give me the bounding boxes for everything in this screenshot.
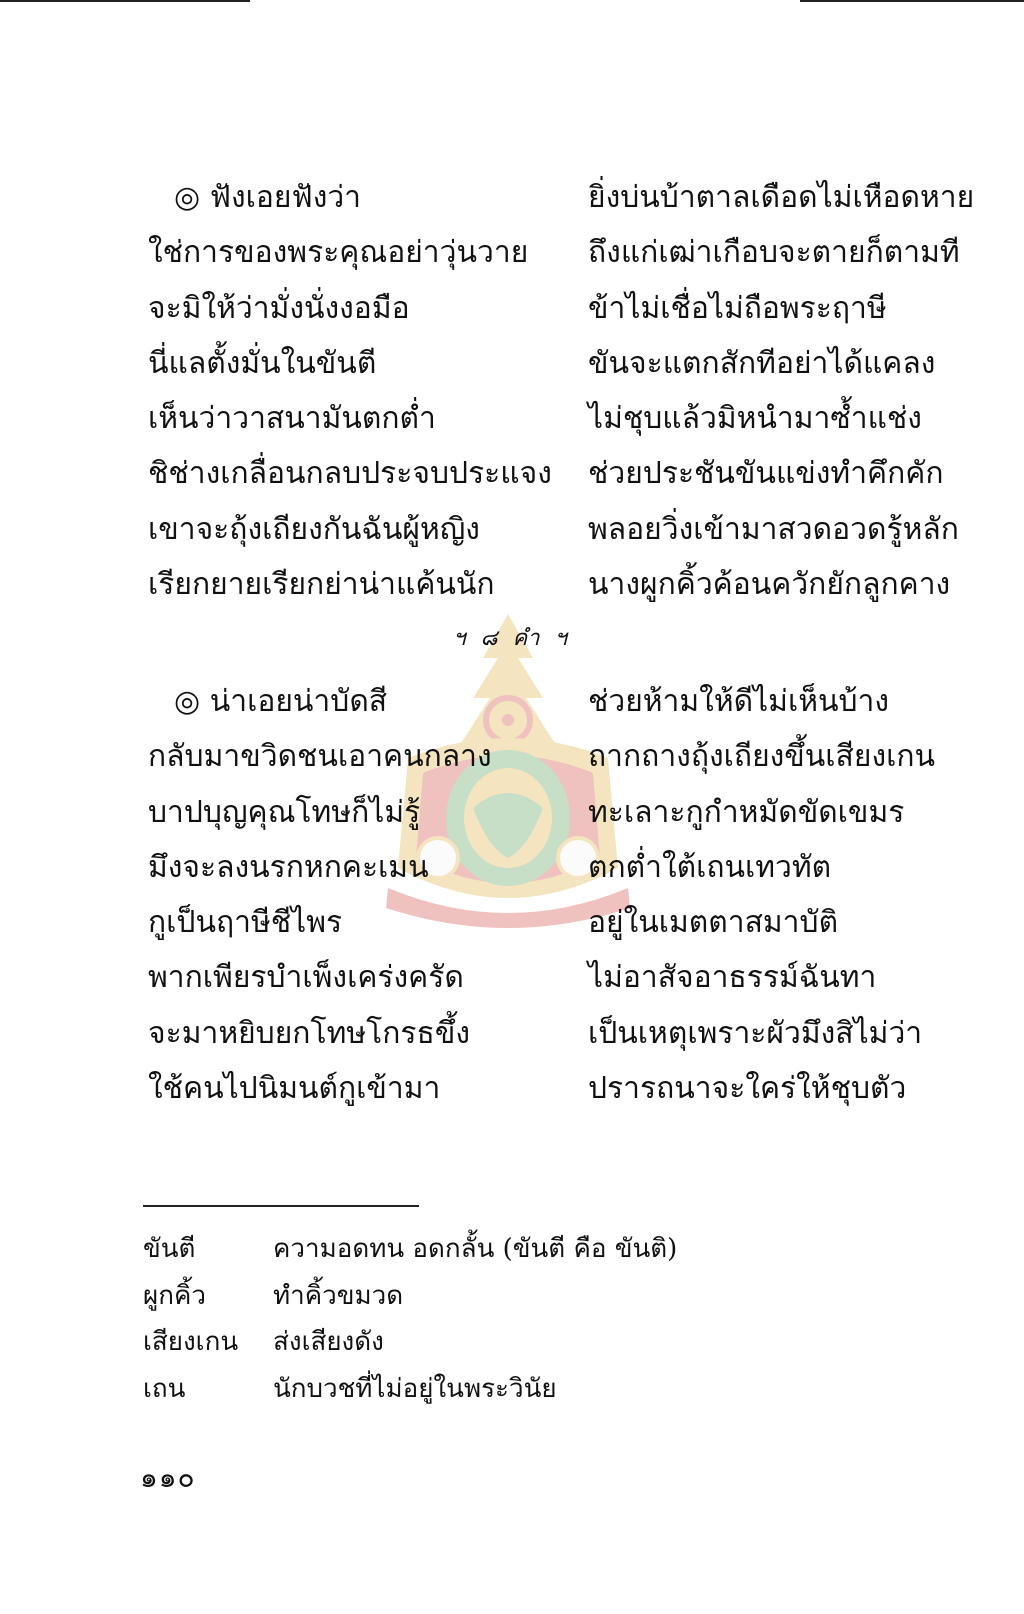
verse-second-half: ช่วยประชันขันแข่งทำคึกคัก [588, 456, 944, 492]
verse-stanza-2 [148, 682, 988, 1124]
verse-first-half: ชิช่างเกลื่อนกลบประจบประแจง [148, 456, 552, 492]
glossary [143, 1232, 843, 1418]
verse-first-half: กลับมาขวิดชนเอาคนกลาง [148, 739, 492, 775]
verse-first-half: ◎ น่าเอยน่าบัดสี [174, 684, 388, 719]
verse-second-half: ช่วยห้ามให้ดีไม่เห็นบ้าง [588, 684, 890, 719]
verse-line [148, 399, 988, 454]
verse-second-half: ปรารถนาจะใคร่ให้ชุบตัว [588, 1071, 907, 1107]
verse-first-half: มึงจะลงนรกหกคะเมน [148, 849, 429, 885]
verse-line [148, 958, 988, 1013]
verse-second-half: ตกต่ำใต้เถนเทวทัต [588, 849, 832, 885]
verse-first-half: ใช้คนไปนิมนต์กูเข้ามา [148, 1071, 441, 1107]
verse-second-half: ไม่ชุบแล้วมิหนำมาซ้ำแช่ง [588, 401, 922, 437]
verse-second-half: ทะเลาะกูกำหมัดขัดเขมร [588, 794, 905, 830]
verse-line [148, 737, 988, 792]
verse-first-half: ใช่การของพระคุณอย่าวุ่นวาย [148, 235, 529, 271]
glossary-definition: นักบวชที่ไม่อยู่ในพระวินัย [273, 1373, 557, 1404]
verse-line [148, 565, 988, 620]
section-divider: ฯ ๘ คำ ฯ [453, 626, 571, 651]
verse-line [148, 510, 988, 565]
verse-second-half: ขันจะแตกสักทีอย่าได้แคลง [588, 345, 936, 381]
verse-line [148, 848, 988, 903]
footnote-divider [143, 1205, 419, 1207]
verse-first-half: จะมาหยิบยกโทษโกรธขึ้ง [148, 1015, 470, 1051]
verse-first-half: เขาจะถุ้งเถียงกันฉันผู้หญิง [148, 511, 480, 547]
glossary-term: ขันตี [143, 1234, 196, 1264]
verse-line [148, 793, 988, 848]
verse-line [148, 1069, 988, 1124]
verse-line [148, 454, 988, 509]
verse-first-half: เห็นว่าวาสนามันตกต่ำ [148, 401, 436, 437]
glossary-entry [143, 1279, 843, 1326]
verse-line [148, 289, 988, 344]
verse-stanza-1 [148, 178, 988, 620]
verse-first-half: ◎ ฟังเอยฟังว่า [174, 180, 362, 215]
verse-second-half: นางผูกคิ้วค้อนควักยักลูกคาง [588, 567, 951, 603]
glossary-entry [143, 1325, 843, 1372]
verse-second-half: พลอยวิ่งเข้ามาสวดอวดรู้หลัก [588, 511, 959, 547]
glossary-term: ผูกคิ้ว [143, 1280, 206, 1311]
glossary-term: เสียงเกน [143, 1327, 239, 1357]
verse-first-half: นี่แลตั้งมั่นในขันตี [148, 345, 377, 381]
glossary-entry [143, 1232, 843, 1279]
verse-second-half: ข้าไม่เชื่อไม่ถือพระฤาษี [588, 290, 887, 326]
verse-line [148, 903, 988, 958]
verse-line [148, 178, 988, 233]
verse-second-half: ถึงแก่เฒ่าเกือบจะตายก็ตามที [588, 235, 960, 271]
page-number: ๑๑๐ [140, 1461, 196, 1494]
verse-line [148, 682, 988, 737]
verse-second-half: ไม่อาสัจอาธรรม์ฉันทา [588, 960, 877, 996]
verse-first-half: พากเพียรบำเพ็งเคร่งครัด [148, 960, 464, 996]
verse-second-half: ถากถางถุ้งเถียงขึ้นเสียงเกน [588, 739, 936, 775]
glossary-definition: ทำคิ้วขมวด [273, 1280, 404, 1311]
verse-line [148, 233, 988, 288]
verse-first-half: บาปบุญคุณโทษก็ไม่รู้ [148, 794, 421, 830]
glossary-entry [143, 1372, 843, 1419]
top-rule-right [800, 0, 1024, 2]
verse-second-half: ยิ่งบ่นบ้าตาลเดือดไม่เหือดหาย [588, 180, 975, 215]
verse-line [148, 1014, 988, 1069]
glossary-definition: ความอดทน อดกลั้น (ขันตี คือ ขันติ) [273, 1234, 678, 1264]
verse-first-half: กูเป็นฤาษีชีไพร [148, 905, 343, 941]
verse-second-half: อยู่ในเมตตาสมาบัติ [588, 905, 839, 941]
glossary-definition: ส่งเสียงดัง [273, 1327, 384, 1357]
verse-first-half: จะมิให้ว่ามั่งนั่งงอมือ [148, 290, 410, 326]
verse-line [148, 344, 988, 399]
verse-first-half: เรียกยายเรียกย่าน่าแค้นนัก [148, 567, 495, 603]
verse-second-half: เป็นเหตุเพราะผัวมึงสิไม่ว่า [588, 1015, 923, 1051]
top-rule-left [0, 0, 250, 2]
glossary-term: เถน [143, 1373, 186, 1404]
